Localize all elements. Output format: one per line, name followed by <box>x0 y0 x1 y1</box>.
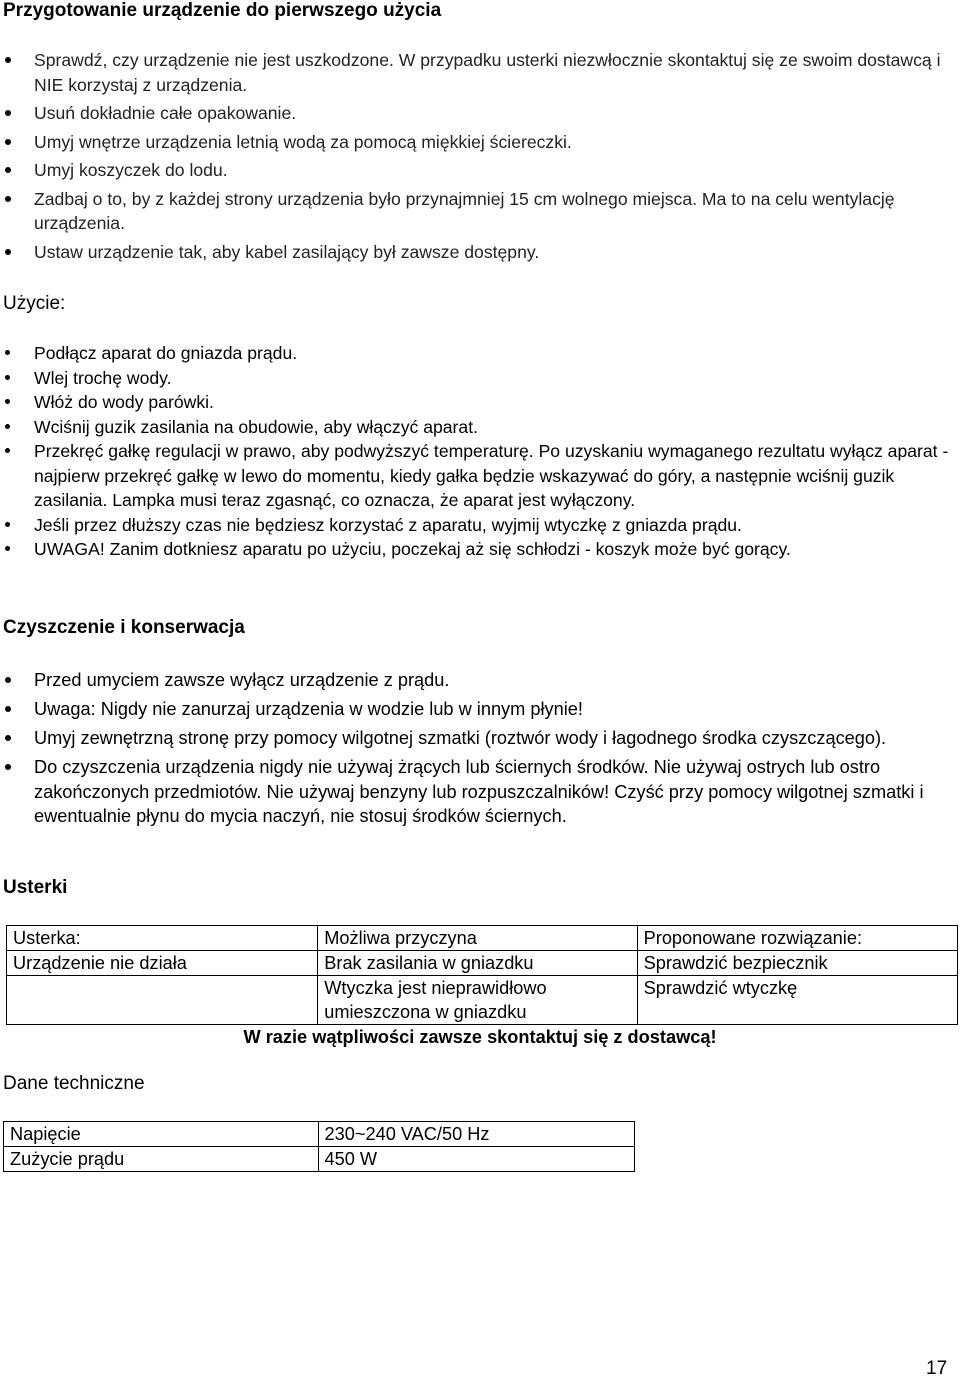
spec-label: Zużycie prądu <box>4 1147 319 1172</box>
table-row <box>7 976 958 1025</box>
list-item: Podłącz aparat do gniazda prądu. <box>0 341 955 366</box>
bullet-icon <box>5 764 11 770</box>
list-item: Sprawdź, czy urządzenie nie jest uszkodzone. W przypadku usterki niezwłocznie skontaktuj się ze swoim dostawcą i NIE korzystaj z urządzenia. <box>0 48 955 97</box>
list-item: Usuń dokładnie całe opakowanie. <box>0 101 955 126</box>
list-item: Jeśli przez dłuższy czas nie będziesz korzystać z aparatu, wyjmij wtyczkę z gniazda prądu. <box>0 513 955 538</box>
bullet-icon <box>5 399 10 404</box>
list-item: Umyj wnętrze urządzenia letnią wodą za pomocą miękkiej ściereczki. <box>0 130 955 155</box>
bullet-icon <box>5 249 11 255</box>
faults-table <box>6 925 958 1025</box>
table-cell: Sprawdzić bezpiecznik <box>637 951 957 976</box>
table-header-cell: Usterka: <box>7 926 318 951</box>
list-item: Wlej trochę wody. <box>0 366 955 391</box>
page-number: 17 <box>926 1358 948 1379</box>
bullet-icon <box>5 57 11 63</box>
bullet-icon <box>5 522 10 527</box>
table-cell: Sprawdzić wtyczkę <box>637 976 957 1025</box>
table-row <box>7 951 958 976</box>
spec-label: Napięcie <box>4 1122 319 1147</box>
cleaning-heading: Czyszczenie i konserwacja <box>3 617 245 638</box>
specs-heading: Dane techniczne <box>3 1073 145 1094</box>
list-item: Wciśnij guzik zasilania na obudowie, aby włączyć aparat. <box>0 415 955 440</box>
usage-list <box>0 341 955 562</box>
list-item: Przed umyciem zawsze wyłącz urządzenie z prądu. <box>0 668 955 693</box>
table-cell: Wtyczka jest nieprawidłowo umieszczona w gniazdku <box>318 976 637 1025</box>
prep-list <box>0 48 955 268</box>
list-item: UWAGA! Zanim dotkniesz aparatu po użyciu, poczekaj aż się schłodzi - koszyk może być gorący. <box>0 537 955 562</box>
bullet-icon <box>5 677 11 683</box>
list-item: Do czyszczenia urządzenia nigdy nie używaj żrących lub ściernych środków. Nie używaj ostrych lub ostro zakończonych przedmiotów. Nie używaj benzyny lub rozpuszczalników! Czyść przy pomocy wilgotnej szmatki i ewentualnie płynu do mycia naczyń, nie stosuj środków ściernych. <box>0 755 955 829</box>
table-header-row <box>7 926 958 951</box>
list-item: Włóż do wody parówki. <box>0 390 955 415</box>
list-item: Zadbaj o to, by z każdej strony urządzenia było przynajmniej 15 cm wolnego miejsca. Ma to na celu wentylację urządzenia. <box>0 187 955 236</box>
specs-table <box>3 1121 635 1172</box>
bullet-icon <box>5 139 11 145</box>
list-item: Uwaga: Nigdy nie zanurzaj urządzenia w wodzie lub w innym płynie! <box>0 697 955 722</box>
cleaning-list <box>0 668 955 833</box>
bullet-icon <box>5 375 10 380</box>
prep-heading: Przygotowanie urządzenie do pierwszego użycia <box>3 0 442 21</box>
table-cell: Brak zasilania w gniazdku <box>318 951 637 976</box>
bullet-icon <box>5 167 11 173</box>
usage-heading: Użycie: <box>3 293 66 314</box>
table-cell: Urządzenie nie działa <box>7 951 318 976</box>
spec-value: 450 W <box>318 1147 635 1172</box>
spec-value: 230~240 VAC/50 Hz <box>318 1122 635 1147</box>
bullet-icon <box>5 546 10 551</box>
bullet-icon <box>5 424 10 429</box>
bullet-icon <box>5 735 11 741</box>
bullet-icon <box>5 448 10 453</box>
bullet-icon <box>5 350 10 355</box>
table-header-cell: Proponowane rozwiązanie: <box>637 926 957 951</box>
table-row <box>4 1147 635 1172</box>
list-item: Umyj zewnętrzną stronę przy pomocy wilgotnej szmatki (roztwór wody i łagodnego środka czyszczącego). <box>0 726 955 751</box>
table-header-cell: Możliwa przyczyna <box>318 926 637 951</box>
bullet-icon <box>5 110 11 116</box>
list-item: Przekręć gałkę regulacji w prawo, aby podwyższyć temperaturę. Po uzyskaniu wymaganego rezultatu wyłącz aparat - najpierw przekręć gałkę w lewo do momentu, kiedy gałka będzie wskazywać do góry, a następnie wciśnij guzik zasilania. Lampka musi teraz zgasnąć, co oznacza, że aparat jest wyłączony. <box>0 439 955 513</box>
bullet-icon <box>5 196 11 202</box>
bullet-icon <box>5 706 11 712</box>
contact-supplier-note: W razie wątpliwości zawsze skontaktuj się z dostawcą! <box>243 1027 717 1047</box>
table-row <box>4 1122 635 1147</box>
faults-heading: Usterki <box>3 877 68 898</box>
list-item: Ustaw urządzenie tak, aby kabel zasilający był zawsze dostępny. <box>0 240 955 265</box>
list-item: Umyj koszyczek do lodu. <box>0 158 955 183</box>
table-cell <box>7 976 318 1025</box>
